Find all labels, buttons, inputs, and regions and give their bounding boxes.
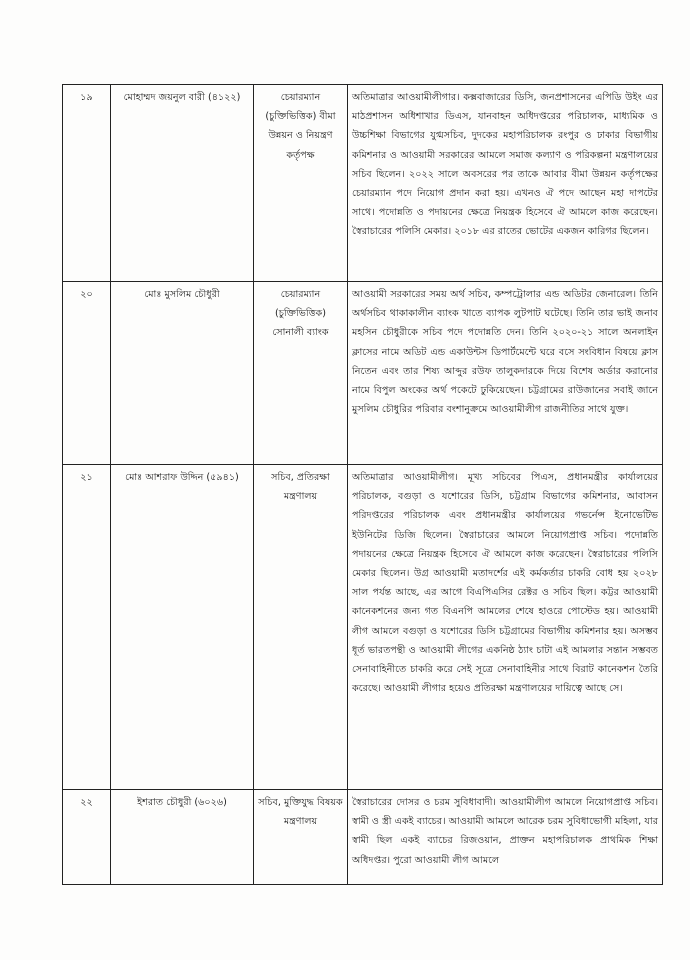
official-designation: চেয়ারম্যান (চুক্তিভিত্তিক) বীমা উন্নয়ন ও নিয়ন্ত্রণ কর্তৃপক্ষ — [254, 85, 348, 282]
table-row — [63, 790, 663, 885]
official-name: মোঃ আশরাফ উদ্দিন (৫৯৪১) — [111, 465, 254, 790]
official-description: অতিমাত্রার আওয়ামীলীগার। কক্সবাজারের ডিসি, জনপ্রশাসনের এপিডি উইং এর মাঠপ্রশাসন অধিশাখার ডিএস, যানবাহন অধিদপ্তরের পরিচালক, মাধ্যমিক ও উচ্চশিক্ষা বিভাগের যুগ্মসচিব, দুদকের মহাপরিচালক রংপুর ও ঢাকার বিভাগীয় কমিশনার ও আওয়ামী সরকারের আমলে সমাজ কল্যাণ ও পরিকল্পনা মন্ত্রণালয়ের সচিব ছিলেন। ২০২২ সালে অবসরের পর তাকে আবার বীমা উন্নয়ন কর্তৃপক্ষের চেয়ারম্যান পদে নিয়োগ প্রদান করা হয়। এখনও ঐ পদে আছেন মহা দাপটের সাথে। পদোন্নতি ও পদায়নের ক্ষেত্রে নিয়ন্ত্রক হিসেবে ঐ আমলে কাজ করেছেন। স্বৈরাচারের পলিসি মেকার। ২০১৮ এর রাতের ভোটের একজন কারিগর ছিলেন। — [348, 85, 663, 282]
official-name: ইশরাত চৌধুরী (৬০২৬) — [111, 790, 254, 885]
serial-number: ২২ — [63, 790, 111, 885]
official-name: মোঃ মুসলিম চৌধুরী — [111, 282, 254, 465]
official-name: মোহাম্মদ জয়নুল বারী (৪১২২) — [111, 85, 254, 282]
official-designation: সচিব, প্রতিরক্ষা মন্ত্রণালয় — [254, 465, 348, 790]
official-description: অতিমাত্রার আওয়ামীলীগ। মূখ্য সচিবের পিএস, প্রধানমন্ত্রীর কার্যালয়ের পরিচালক, বগুড়া ও যশোরের ডিসি, চট্টগ্রাম বিভাগের কমিশনার, আবাসন পরিদপ্তরের পরিচালক এবং প্রধানমন্ত্রীর কার্যালয়ের গভর্নেন্স ইনোভেটিভ ইউনিটের ডিজি ছিলেন। স্বৈরাচারের আমলে নিয়োগপ্রাপ্ত সচিব। পদোন্নতি পদায়নের ক্ষেত্রে নিয়ন্ত্রক হিসেবে ঐ আমলে কাজ করেছেন। স্বৈরাচারের পলিসি মেকার ছিলেন। উগ্র আওয়ামী মতাদর্শের এই কর্মকর্তার চাকরি বোধ হয় ২০২৮ সাল পর্যন্ত আছে, এর আগে বিএপিএসির রেক্টর ও সচিব ছিল। কট্টর আওয়ামী কানেকশনের জন্য গত বিএনপি আমলের শেষে হাওরে পোস্টেড হয়। আওয়ামী লীগ আমলে বগুড়া ও যশোরের ডিসি চট্টগ্রামের বিভাগীয় কমিশনার হয়। অসম্ভব ধূর্ত ভারতপন্থী ও আওয়ামী লীগের একনিষ্ঠ ঠ্যাং চাটা এই আমলার সন্তান সম্ভবত সেনাবাহিনীতে চাকরি করে সেই সূত্রে সেনাবাহিনীর সাথে বিরাট কানেকশন তৈরি করেছে। আওয়ামী লীগার হয়েও প্রতিরক্ষা মন্ত্রণালয়ের দায়িত্বে আছে সে। — [348, 465, 663, 790]
officials-table — [62, 84, 663, 885]
serial-number: ২১ — [63, 465, 111, 790]
serial-number: ১৯ — [63, 85, 111, 282]
official-designation: চেয়ারম্যান (চুক্তিভিত্তিক) সোনালী ব্যাংক — [254, 282, 348, 465]
official-designation: সচিব, মুক্তিযুদ্ধ বিষয়ক মন্ত্রণালয় — [254, 790, 348, 885]
serial-number: ২০ — [63, 282, 111, 465]
official-description: আওয়ামী সরকারের সময় অর্থ সচিব, কম্পট্রোলার এন্ড অডিটর জেনারেল। তিনি অর্থসচিব থাকাকালীন ব্যাংক খাতে ব্যাপক লুটপাট ঘটেছে। তিনি তার ভাই জনাব মহসিন চৌধুরীকে সচিব পদে পদোন্নতি দেন। তিনি ২০২০-২১ সালে অনলাইন ক্লাসের নামে অডিট এন্ড একাউন্টস ডিপার্টমেন্টে ঘরে বসে সংবিধান বিষয়ে ক্লাস নিতেন এবং তার শিষ্য আব্দুর রউফ তালুকদারকে দিয়ে বিশেষ অর্ডার করানোর নামে বিপুল অংকের অর্থ পকেটে ঢুকিয়েছেন। চট্টগ্রামের রাউজানের সবাই জানে মুসলিম চৌধুরির পরিবার বংশানুক্রমে আওয়ামীলীগ রাজনীতির সাথে যুক্ত। — [348, 282, 663, 465]
table-row — [63, 85, 663, 282]
official-description: স্বৈরাচারের দোসর ও চরম সুবিধাবাদী। আওয়ামীলীগ আমলে নিয়োগপ্রাপ্ত সচিব। স্বামী ও স্ত্রী একই ব্যাচের। আওয়ামী আমলে আরেক চরম সুবিধাভোগী মহিলা, যার স্বামী ছিল একই ব্যাচের রিজওয়ান, প্রাক্তন মহাপরিচালক প্রাথমিক শিক্ষা অধিদপ্তর। পুরো আওয়ামী লীগ আমলে — [348, 790, 663, 885]
table-row — [63, 282, 663, 465]
table-row — [63, 465, 663, 790]
